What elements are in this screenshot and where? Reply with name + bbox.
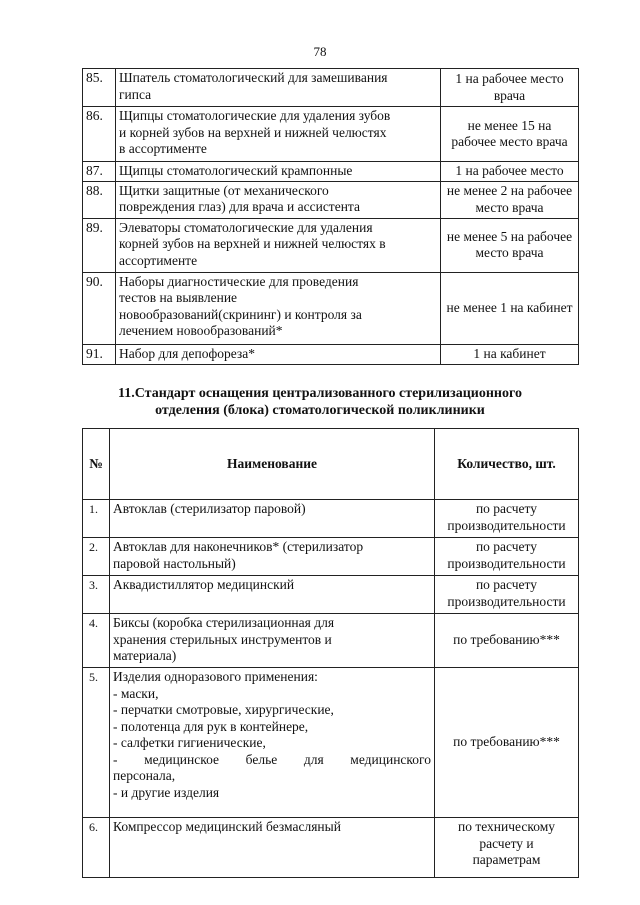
item-quantity-line: 1 на рабочее место [455, 163, 564, 178]
table-row [83, 107, 579, 162]
item-name-line: паровой настольный) [113, 555, 236, 571]
item-name-line: персонала, [113, 768, 176, 783]
item-name-line: - полотенца для рук в контейнере, [113, 718, 309, 734]
header-number: № [83, 429, 110, 500]
item-name-line: Автоклав для наконечников* (стерилизатор [113, 539, 364, 554]
item-quantity-line: не менее 5 на рабочее [446, 228, 573, 244]
item-name-line: Компрессор медицинский безмасляный [113, 819, 341, 834]
item-name-line: тестов на выявление [119, 290, 238, 305]
item-quantity-line: по расчету [475, 577, 538, 592]
equipment-table-continued [82, 68, 579, 365]
table-header-row [83, 429, 579, 500]
row-number: 87. [83, 162, 116, 182]
item-name-line: лечением новообразований* [119, 323, 283, 338]
item-quantity [435, 538, 579, 576]
item-name-line: корней зубов на верхней и нижней челюстях в [119, 236, 386, 251]
item-quantity-line: по расчету [475, 501, 538, 516]
item-name-line: - маски, [113, 685, 159, 701]
item-name-line: Элеваторы стоматологические для удаления [119, 219, 373, 235]
row-number: 3. [83, 576, 110, 614]
item-name-line: в ассортименте [119, 141, 207, 156]
item-quantity-line: место врача [475, 245, 544, 260]
item-name-line: ассортименте [119, 252, 198, 268]
item-name-line: Наборы диагностические для проведения [119, 273, 359, 289]
item-quantity-line: по расчету [475, 539, 538, 554]
section-heading [0, 385, 640, 419]
item-name-line: - салфетки гигиенические, [113, 735, 266, 750]
item-name-line: Аквадистиллятор медицинский [113, 577, 295, 592]
item-name [110, 614, 435, 668]
item-name [110, 818, 435, 878]
item-quantity-line: врача [493, 87, 526, 103]
table-row [83, 614, 579, 668]
item-name-line: гипса [119, 86, 152, 102]
item-quantity-line: параметрам [472, 852, 541, 867]
item-name-line: Щипцы стоматологический крампонные [119, 163, 353, 178]
item-name [116, 218, 441, 272]
item-name [116, 162, 441, 182]
item-quantity [441, 107, 579, 162]
item-quantity-line: производительности [447, 555, 566, 571]
item-quantity [435, 500, 579, 538]
item-quantity [435, 668, 579, 818]
item-quantity [441, 272, 579, 344]
row-number: 86. [83, 107, 116, 162]
row-number: 4. [83, 614, 110, 668]
table-row [83, 500, 579, 538]
section-heading-line: 11.Стандарт оснащения централизованного стерилизационного [118, 386, 522, 401]
item-name-line: Изделия одноразового применения: [113, 669, 318, 684]
row-number: 89. [83, 218, 116, 272]
item-name-line: Щипцы стоматологические для удаления зубов [119, 108, 391, 123]
section-heading-line: отделения (блока) стоматологической поликлиники [155, 403, 485, 418]
row-number: 88. [83, 181, 116, 218]
table-row [83, 162, 579, 182]
item-quantity-line: расчету и [479, 835, 534, 851]
header-name: Наименование [110, 429, 435, 500]
item-name-line: материала) [113, 648, 177, 663]
item-quantity-line: производительности [447, 517, 566, 533]
item-name-line: - медицинское белье для медицинского [113, 751, 431, 767]
item-quantity [435, 576, 579, 614]
item-quantity [441, 344, 579, 364]
item-quantity-line: не менее 2 на рабочее [446, 183, 573, 198]
item-name-line: хранения стерильных инструментов и [113, 631, 332, 647]
item-quantity-line: место врача [475, 199, 544, 215]
item-quantity-line: по требованию*** [453, 734, 560, 750]
row-number: 6. [83, 818, 110, 878]
header-quantity: Количество, шт. [435, 429, 579, 500]
table-row [83, 344, 579, 364]
row-number: 90. [83, 272, 116, 344]
item-name [116, 69, 441, 107]
item-quantity-line: по техническому [457, 819, 556, 834]
item-quantity [441, 181, 579, 218]
item-name [110, 668, 435, 818]
item-quantity-line: 1 на кабинет [473, 345, 546, 361]
table-row [83, 272, 579, 344]
table-row [83, 538, 579, 576]
item-name [110, 500, 435, 538]
item-quantity-line: не менее 15 на [467, 117, 552, 133]
row-number: 85. [83, 69, 116, 107]
item-name-line: Шпатель стоматологический для замешивания [119, 70, 388, 85]
page-number: 78 [313, 44, 327, 59]
table-row [83, 818, 579, 878]
table-row [83, 576, 579, 614]
item-name-line: новообразований(скрининг) и контроля за [119, 306, 362, 322]
item-name-line: Биксы (коробка стерилизационная для [113, 615, 335, 630]
item-name [116, 107, 441, 162]
item-quantity-line: по требованию*** [453, 632, 560, 648]
row-number: 91. [83, 344, 116, 364]
item-quantity-line: 1 на рабочее место [455, 71, 564, 86]
item-quantity-line: производительности [447, 593, 566, 609]
item-name [110, 576, 435, 614]
table-row [83, 218, 579, 272]
row-number: 2. [83, 538, 110, 576]
item-name-line: Щитки защитные (от механического [119, 182, 329, 198]
item-quantity [435, 614, 579, 668]
item-quantity-line: не менее 1 на кабинет [446, 299, 573, 315]
item-quantity [441, 69, 579, 107]
item-quantity [441, 218, 579, 272]
item-quantity [435, 818, 579, 878]
item-quantity-line: рабочее место врача [451, 134, 568, 149]
item-name-line: и корней зубов на верхней и нижней челюстях [119, 124, 387, 140]
item-name-line: Набор для депофореза* [119, 345, 255, 361]
row-number: 5. [83, 668, 110, 818]
item-name-line: - и другие изделия [113, 784, 220, 800]
item-name [110, 538, 435, 576]
item-name [116, 272, 441, 344]
item-name-line: повреждения глаз) для врача и ассистента [119, 199, 360, 214]
sterilization-equipment-table [82, 428, 579, 878]
item-name [116, 344, 441, 364]
item-name [116, 181, 441, 218]
item-name-line: Автоклав (стерилизатор паровой) [113, 501, 306, 516]
item-name-line: - перчатки смотровые, хирургические, [113, 702, 334, 717]
table-row [83, 69, 579, 107]
table-row [83, 181, 579, 218]
row-number: 1. [83, 500, 110, 538]
table-row [83, 668, 579, 818]
item-quantity [441, 162, 579, 182]
